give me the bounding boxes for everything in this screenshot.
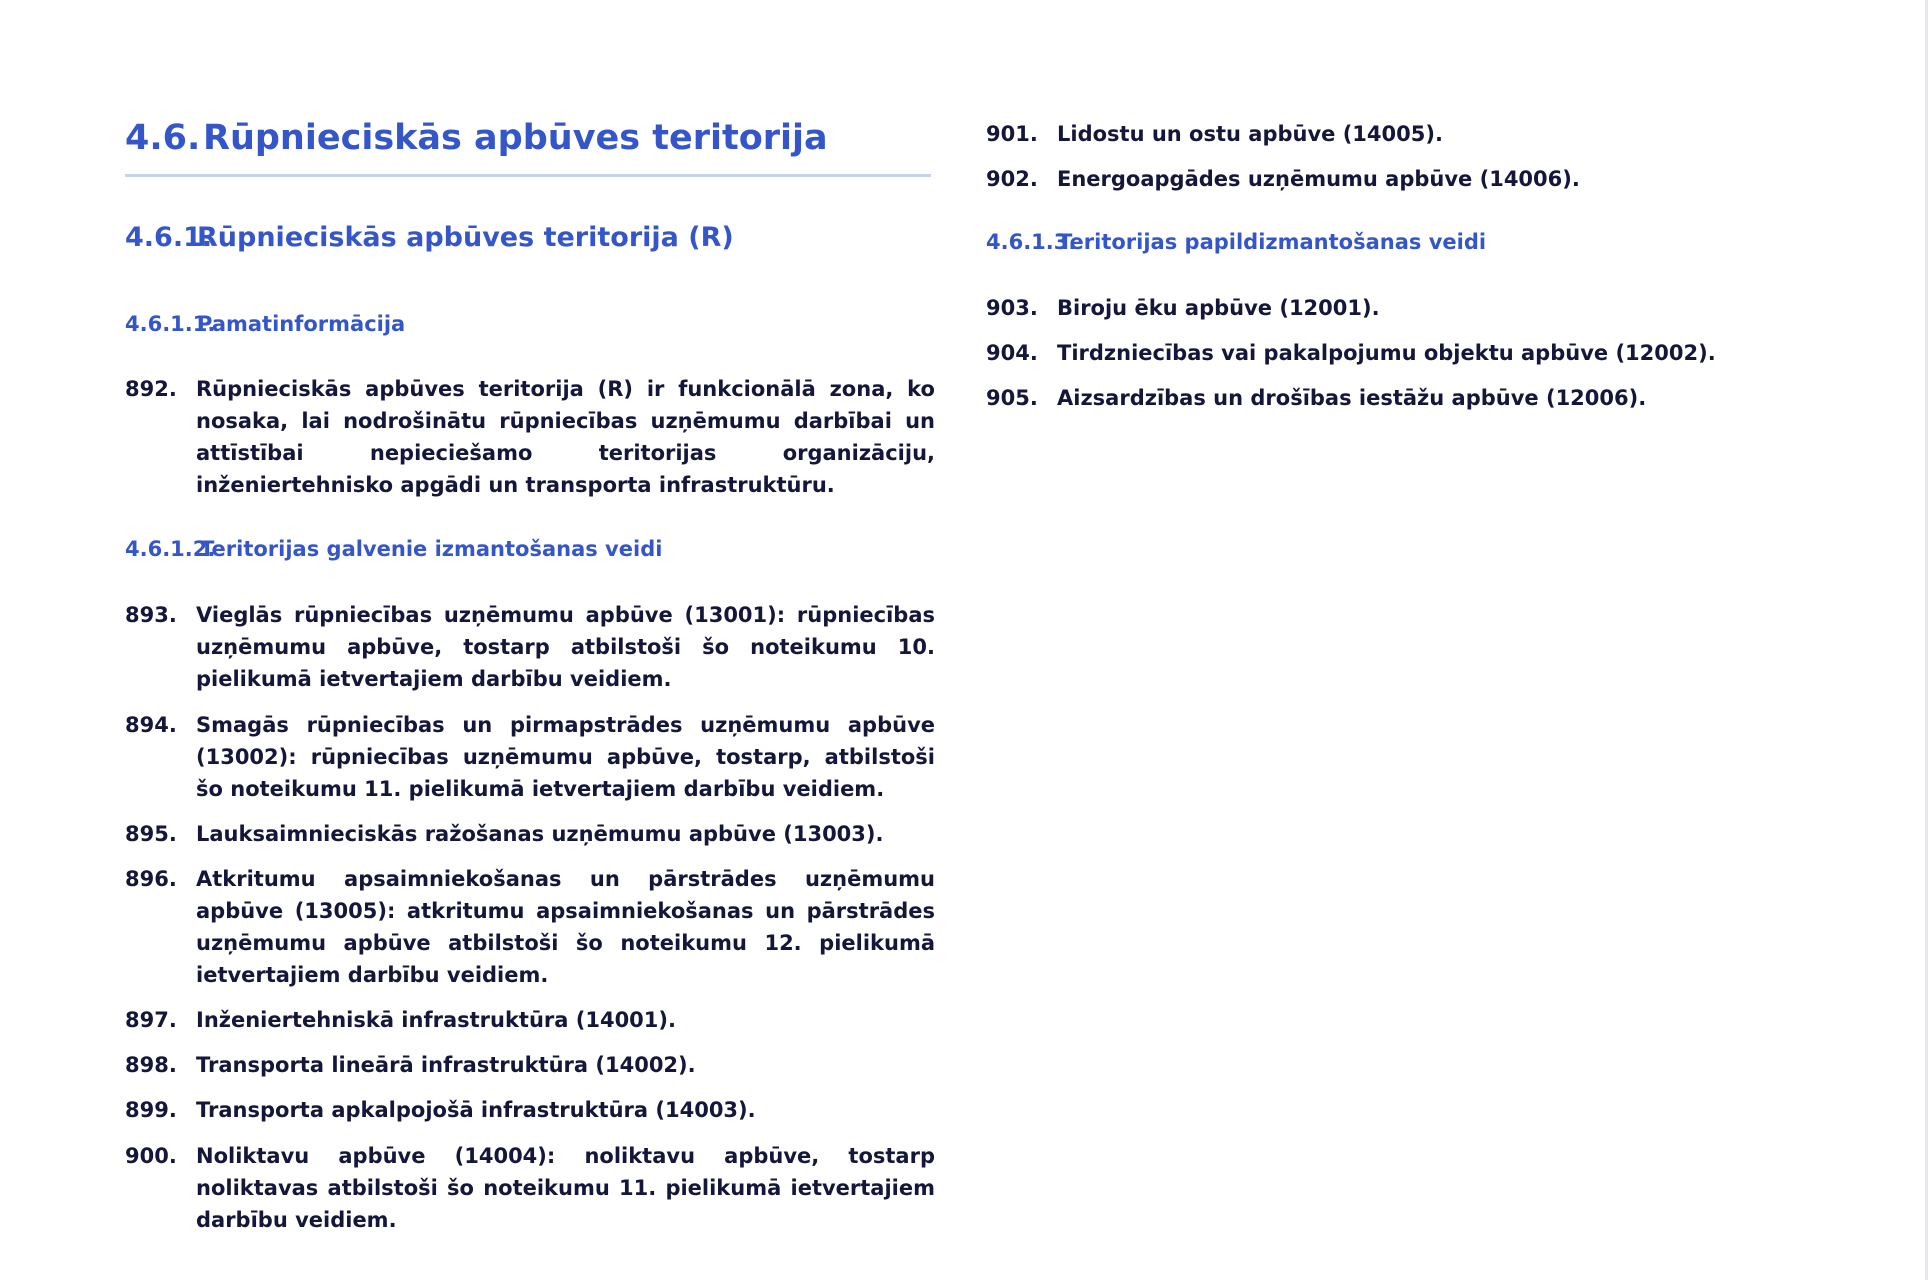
list-item (125, 1094, 935, 1126)
item-text: Energoapgādes uzņēmumu apbūve (14006). (1057, 167, 1580, 191)
subheading-title: Teritorijas galvenie izmantošanas veidi (200, 537, 663, 561)
item-number: 900. (125, 1144, 177, 1168)
item-number: 892. (125, 377, 177, 401)
list-item (125, 599, 935, 695)
item-number: 893. (125, 603, 177, 627)
item-number: 904. (986, 341, 1038, 365)
subheading-title: Pamatinformācija (197, 312, 406, 336)
list-item (986, 292, 1866, 324)
subsection-number: 4.6.1. (125, 222, 213, 253)
subheading-additional-uses (986, 230, 1486, 254)
list-item (986, 382, 1866, 414)
item-number: 902. (986, 167, 1038, 191)
subheading-number: 4.6.1.1. (125, 312, 216, 336)
item-text: Vieglās rūpniecības uzņēmumu apbūve (13001): rūpniecības uzņēmumu apbūve, tostarp atbilstoši šo noteikumu 10. pielikumā ietvertajiem darbību veidiem. (196, 603, 935, 691)
item-text: Aizsardzības un drošības iestāžu apbūve (12006). (1057, 386, 1647, 410)
item-text: Biroju ēku apbūve (12001). (1057, 296, 1380, 320)
subheading-basic-info (125, 312, 405, 336)
list-item (125, 373, 935, 501)
item-text: Rūpnieciskās apbūves teritorija (R) ir funkcionālā zona, ko nosaka, lai nodrošinātu rūpniecības uzņēmumu darbībai un attīstībai nepieciešamo teritorijas organizāciju, inženiertehnisko apgādi un transporta infrastruktūru. (196, 377, 935, 497)
list-item (125, 1049, 935, 1081)
item-text: Transporta apkalpojošā infrastruktūra (14003). (196, 1098, 756, 1122)
subheading-number: 4.6.1.2. (125, 537, 216, 561)
item-text: Tirdzniecības vai pakalpojumu objektu apbūve (12002). (1057, 341, 1716, 365)
item-number: 897. (125, 1008, 177, 1032)
item-text: Lidostu un ostu apbūve (14005). (1057, 122, 1443, 146)
item-number: 898. (125, 1053, 177, 1077)
item-number: 903. (986, 296, 1038, 320)
item-number: 894. (125, 713, 177, 737)
item-number: 905. (986, 386, 1038, 410)
item-text: Lauksaimnieciskās ražošanas uzņēmumu apbūve (13003). (196, 822, 884, 846)
section-title: Rūpnieciskās apbūves teritorija (203, 118, 828, 158)
list-item (986, 337, 1866, 369)
section-number: 4.6. (125, 118, 201, 158)
item-number: 896. (125, 867, 177, 891)
subheading-title: Teritorijas papildizmantošanas veidi (1058, 230, 1487, 254)
item-text: Atkritumu apsaimniekošanas un pārstrādes uzņēmumu apbūve (13005): atkritumu apsaimniekošanas un pārstrādes uzņēmumu apbūve atbilstoši šo noteikumu 12. pielikumā ietvertajiem darbību veidiem. (196, 867, 935, 987)
subsection-heading (125, 222, 734, 253)
item-text: Smagās rūpniecības un pirmapstrādes uzņēmumu apbūve (13002): rūpniecības uzņēmumu apbūve, tostarp, atbilstoši šo noteikumu 11. pielikumā ietvertajiem darbību veidiem. (196, 713, 935, 801)
list-item (125, 818, 935, 850)
item-number: 901. (986, 122, 1038, 146)
item-number: 895. (125, 822, 177, 846)
subsection-title: Rūpnieciskās apbūves teritorija (R) (197, 222, 734, 253)
list-item (125, 863, 935, 991)
item-text: Transporta lineārā infrastruktūra (14002). (196, 1053, 696, 1077)
subheading-number: 4.6.1.3. (986, 230, 1077, 254)
list-item (986, 118, 1866, 150)
section-heading (125, 118, 931, 177)
list-item (125, 1004, 935, 1036)
list-item (986, 163, 1866, 195)
subheading-main-uses (125, 537, 662, 561)
list-item (125, 709, 935, 805)
item-number: 899. (125, 1098, 177, 1122)
item-text: Noliktavu apbūve (14004): noliktavu apbūve, tostarp noliktavas atbilstoši šo noteikumu 11. pielikumā ietvertajiem darbību veidiem. (196, 1144, 935, 1232)
list-item (125, 1140, 935, 1236)
item-text: Inženiertehniskā infrastruktūra (14001). (196, 1008, 676, 1032)
